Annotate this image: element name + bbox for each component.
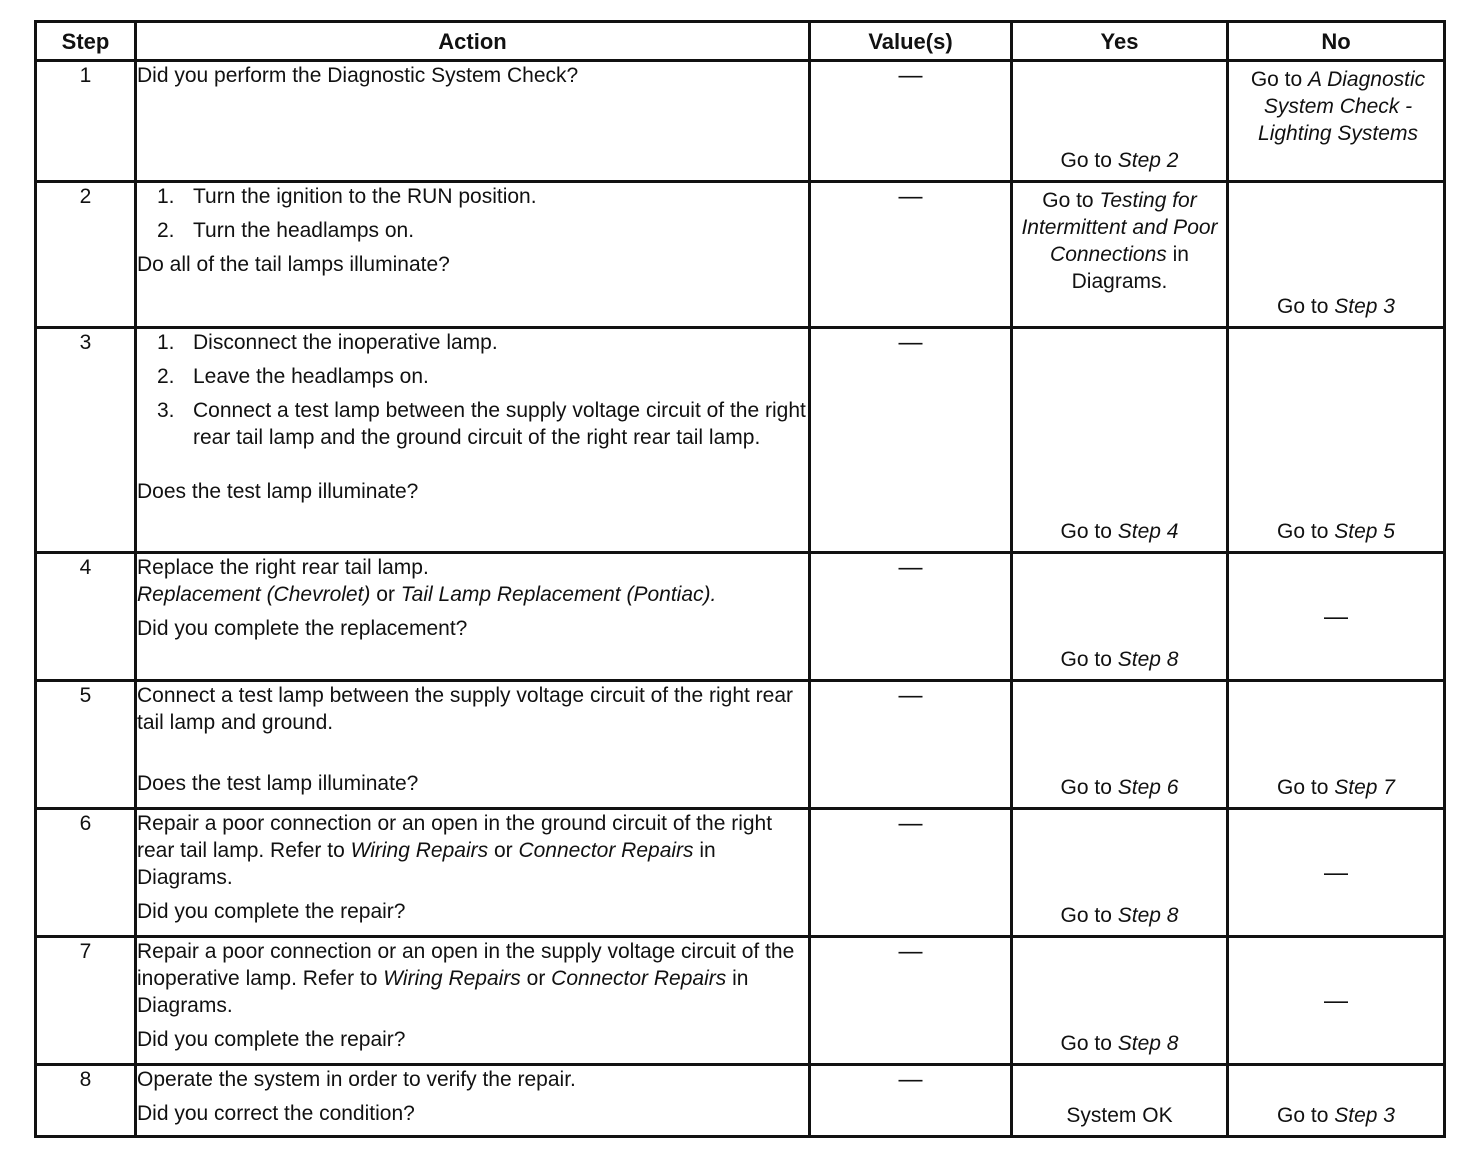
no-link: Step 7 xyxy=(1334,776,1395,799)
action-question: Did you complete the repair? xyxy=(137,1028,406,1051)
yes-link: Step 6 xyxy=(1117,776,1179,799)
action-list-item: 1. Turn the ignition to the RUN position. xyxy=(157,185,537,208)
action-cell xyxy=(136,809,810,937)
no-link: Step 3 xyxy=(1334,295,1395,318)
yes-prefix: Go to xyxy=(1060,1032,1118,1055)
table-row xyxy=(36,809,1445,937)
no-cell xyxy=(1228,553,1445,681)
step-number: 7 xyxy=(36,937,136,1065)
step-number: 5 xyxy=(36,681,136,809)
header-no: No xyxy=(1228,22,1445,61)
action-text: Repair a poor connection or an open in the supply voltage circuit of the inoperative lamp. Refer to Wiring Repairs or Connector Repairs in Diagrams. xyxy=(137,940,795,1017)
no-prefix: Go to xyxy=(1277,520,1335,543)
action-question: Did you correct the condition? xyxy=(137,1102,415,1125)
no-prefix: Go to xyxy=(1277,1104,1335,1127)
action-list-item: 2. Leave the headlamps on. xyxy=(157,365,429,388)
no-link: Step 3 xyxy=(1334,1104,1395,1127)
action-text: Repair a poor connection or an open in the ground circuit of the right rear tail lamp. Refer to Wiring Repairs or Connector Repairs in Diagrams. xyxy=(137,812,773,889)
step-number: 2 xyxy=(36,182,136,328)
no-link: Step 5 xyxy=(1334,520,1395,543)
action-question: Did you perform the Diagnostic System Check? xyxy=(137,64,579,87)
yes-prefix: Go to xyxy=(1060,520,1118,543)
header-values: Value(s) xyxy=(810,22,1012,61)
value-cell: — xyxy=(810,681,1012,809)
no-prefix: Go to xyxy=(1250,68,1309,91)
action-list-item: 3. Connect a test lamp between the supply voltage circuit of the right rear tail lamp and the ground circuit of the right rear tail lamp. xyxy=(157,399,806,449)
table-row xyxy=(36,328,1445,553)
header-yes: Yes xyxy=(1012,22,1228,61)
no-dash: — xyxy=(1324,859,1348,886)
yes-cell xyxy=(1012,681,1228,809)
action-question: Do all of the tail lamps illuminate? xyxy=(137,253,450,276)
no-dash: — xyxy=(1324,987,1348,1014)
step-number: 8 xyxy=(36,1065,136,1137)
yes-link: Step 2 xyxy=(1117,149,1179,172)
yes-cell xyxy=(1012,182,1228,328)
action-question: Did you complete the replacement? xyxy=(137,617,468,640)
action-list-item: 1. Disconnect the inoperative lamp. xyxy=(157,331,498,354)
yes-link: Step 8 xyxy=(1117,648,1179,671)
action-text: Operate the system in order to verify the repair. xyxy=(137,1068,576,1091)
no-cell xyxy=(1228,61,1445,182)
header-step: Step xyxy=(36,22,136,61)
value-cell: — xyxy=(810,328,1012,553)
action-cell xyxy=(136,553,810,681)
table-row xyxy=(36,553,1445,681)
value-cell: — xyxy=(810,553,1012,681)
yes-cell xyxy=(1012,809,1228,937)
table-row xyxy=(36,1065,1445,1137)
yes-prefix: Go to xyxy=(1060,776,1118,799)
action-question: Does the test lamp illuminate? xyxy=(137,772,419,795)
diagnostic-table xyxy=(34,20,1446,1138)
no-cell xyxy=(1228,182,1445,328)
action-cell xyxy=(136,937,810,1065)
yes-link: Step 4 xyxy=(1117,520,1179,543)
table-row xyxy=(36,182,1445,328)
action-cell xyxy=(136,328,810,553)
value-cell: — xyxy=(810,1065,1012,1137)
action-cell xyxy=(136,681,810,809)
yes-prefix: Go to xyxy=(1042,189,1100,212)
no-cell xyxy=(1228,937,1445,1065)
step-number: 4 xyxy=(36,553,136,681)
action-question: Does the test lamp illuminate? xyxy=(137,480,419,503)
header-action: Action xyxy=(136,22,810,61)
action-text: Connect a test lamp between the supply voltage circuit of the right rear tail lamp and ground. xyxy=(137,684,794,734)
value-cell: — xyxy=(810,937,1012,1065)
yes-cell xyxy=(1012,553,1228,681)
no-dash: — xyxy=(1324,603,1348,630)
step-number: 6 xyxy=(36,809,136,937)
yes-suffix: in Diagrams. xyxy=(1071,243,1189,293)
yes-cell xyxy=(1012,937,1228,1065)
action-text: Replace the right rear tail lamp. Replacement (Chevrolet) or Tail Lamp Replacement (Pontiac). xyxy=(137,556,717,606)
no-cell xyxy=(1228,1065,1445,1137)
table-row xyxy=(36,937,1445,1065)
action-list-item: 2. Turn the headlamps on. xyxy=(157,219,415,242)
table-row xyxy=(36,61,1445,182)
yes-link: Step 8 xyxy=(1117,1032,1179,1055)
no-prefix: Go to xyxy=(1277,295,1335,318)
no-cell xyxy=(1228,328,1445,553)
no-link: A Diagnostic System Check - Lighting Systems xyxy=(1258,68,1426,145)
value-cell: — xyxy=(810,809,1012,937)
yes-prefix: Go to xyxy=(1060,149,1118,172)
no-cell xyxy=(1228,809,1445,937)
action-cell xyxy=(136,182,810,328)
table-header-row xyxy=(36,22,1445,61)
yes-cell xyxy=(1012,61,1228,182)
yes-cell xyxy=(1012,1065,1228,1137)
yes-text: System OK xyxy=(1066,1104,1173,1127)
no-prefix: Go to xyxy=(1277,776,1335,799)
value-cell: — xyxy=(810,61,1012,182)
yes-cell xyxy=(1012,328,1228,553)
no-cell xyxy=(1228,681,1445,809)
action-cell xyxy=(136,1065,810,1137)
yes-prefix: Go to xyxy=(1060,648,1118,671)
step-number: 1 xyxy=(36,61,136,182)
value-cell: — xyxy=(810,182,1012,328)
action-cell xyxy=(136,61,810,182)
table-row xyxy=(36,681,1445,809)
action-question: Did you complete the repair? xyxy=(137,900,406,923)
step-number: 3 xyxy=(36,328,136,553)
yes-link: Step 8 xyxy=(1117,904,1179,927)
yes-prefix: Go to xyxy=(1060,904,1118,927)
yes-link: Testing for Intermittent and Poor Connections xyxy=(1021,189,1218,266)
